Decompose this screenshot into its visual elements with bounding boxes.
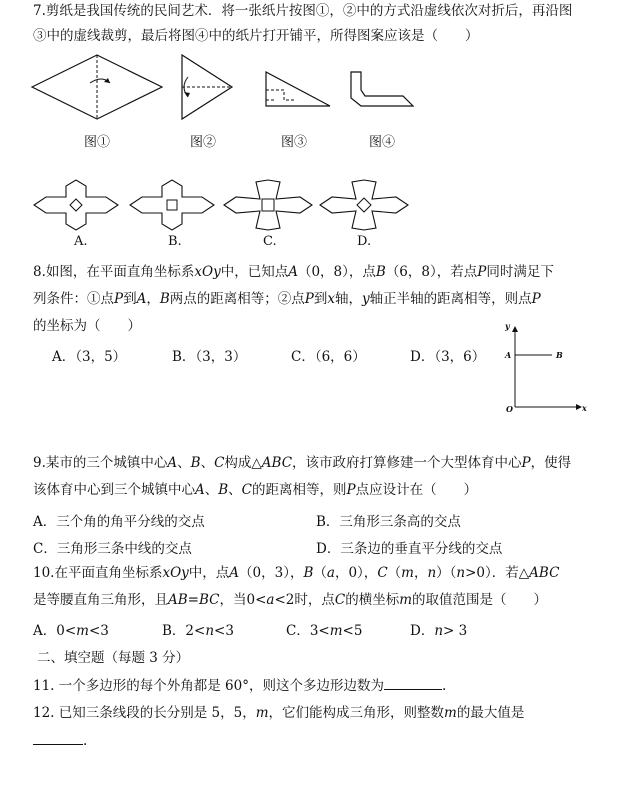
q8-graph-y-label: y — [505, 321, 510, 331]
q8-option-d[interactable]: D．（3，6） — [410, 349, 486, 365]
q11-line: 11. 一个多边形的每个外角都是 60°，则这个多边形边数为 . — [33, 678, 447, 694]
q9-line2: 该体育中心到三个城镇中心A、B、C的距离相等，则P点应设计在（ ） — [33, 482, 478, 498]
fig4-shape — [345, 70, 417, 112]
q7-option-c[interactable]: C. — [263, 234, 277, 249]
q10-line1: 10.在平面直角坐标系xOy中，点A（0，3），B（a，0），C（m，n）（n>0）．若△ABC — [33, 565, 560, 581]
fig1-rhombus — [30, 55, 165, 135]
q8-line1: 8.如图，在平面直角坐标系xOy中，已知点A（0，8），点B（6，8），若点P同时满足下 — [33, 264, 554, 280]
fig3-caption: 图③ — [281, 135, 308, 150]
q8-line3: 的坐标为（ ） — [33, 318, 141, 334]
q7-option-d[interactable]: D. — [357, 234, 372, 249]
q7-option-b[interactable]: B. — [168, 234, 182, 249]
q8-line2: 列条件：①点P到A，B两点的距离相等；②点P到x轴，y轴正半轴的距离相等，则点P — [33, 291, 541, 307]
q8-option-c[interactable]: C．（6，6） — [291, 349, 366, 365]
q8-graph-a-label: A — [505, 350, 512, 360]
q7-option-b-shape — [128, 180, 218, 230]
q12-line1: 12. 已知三条线段的长分别是 5，5，m，它们能构成三角形，则整数m的最大值是 — [33, 705, 525, 721]
q8-coordinate-graph — [500, 322, 590, 422]
q8-graph-origin-label: O — [506, 404, 513, 414]
q8-option-b[interactable]: B．（3，3） — [172, 349, 247, 365]
section2-title: 二、填空题（每题 3 分） — [37, 650, 190, 666]
fig4-caption: 图④ — [369, 135, 396, 150]
q9-option-b[interactable]: B．三角形三条高的交点 — [316, 514, 461, 530]
q10-option-b[interactable]: B．2<n<3 — [162, 623, 234, 639]
q11-answer-blank[interactable] — [384, 676, 442, 690]
fig2-triangle — [180, 55, 240, 135]
q10-line2: 是等腰直角三角形，且AB=BC，当0<a<2时，点C的横坐标m的取值范围是（ ） — [33, 592, 548, 608]
q9-option-c[interactable]: C．三角形三条中线的交点 — [33, 541, 192, 557]
fig2-caption: 图② — [190, 135, 217, 150]
q8-option-a[interactable]: A．（3，5） — [52, 349, 127, 365]
q7-option-d-shape — [318, 180, 410, 230]
q10-option-a[interactable]: A．0<m<3 — [33, 623, 109, 639]
q9-option-a[interactable]: A．三个角的角平分线的交点 — [33, 514, 205, 530]
fig1-caption: 图① — [84, 135, 111, 150]
q10-option-c[interactable]: C．3<m<5 — [286, 623, 363, 639]
q12-line2: . — [33, 731, 87, 750]
q9-line1: 9.某市的三个城镇中心A、B、C构成△ABC，该市政府打算修建一个大型体育中心P，使得 — [33, 455, 572, 471]
q7-option-a[interactable]: A. — [74, 234, 88, 249]
q8-graph-b-label: B — [556, 350, 563, 360]
q7-option-a-shape — [32, 180, 122, 230]
q7-line2: ③中的虚线裁剪，最后将图④中的纸片打开铺平，所得图案应该是（ ） — [33, 28, 479, 44]
q10-option-d[interactable]: D．n> 3 — [410, 623, 468, 639]
q12-answer-blank[interactable] — [33, 731, 83, 745]
q8-graph-x-label: x — [582, 403, 587, 413]
fig3-triangle-cut — [262, 70, 334, 112]
q9-option-d[interactable]: D．三条边的垂直平分线的交点 — [316, 541, 503, 557]
q7-line1: 7.剪纸是我国传统的民间艺术．将一张纸片按图①，②中的方式沿虚线依次对折后，再沿图 — [33, 3, 573, 19]
q7-option-c-shape — [222, 180, 314, 230]
